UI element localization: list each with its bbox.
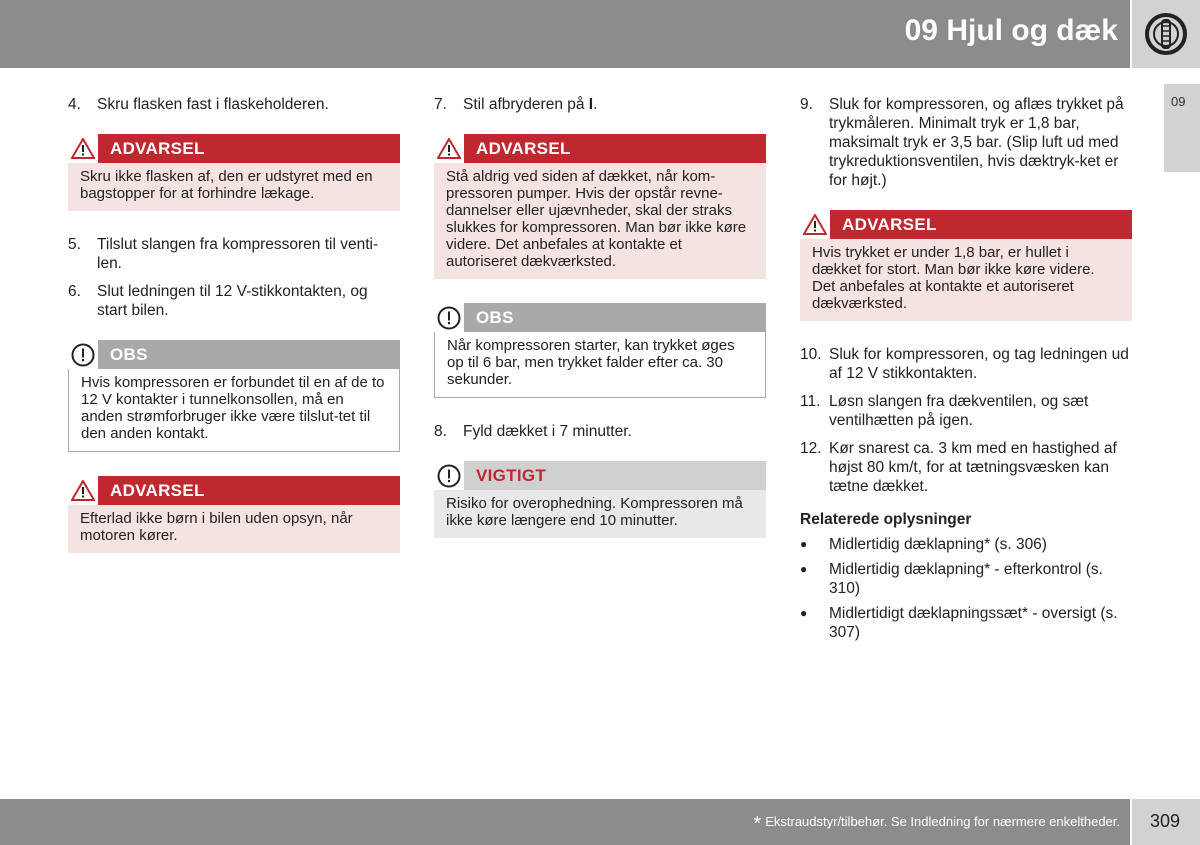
chapter-side-tab — [1164, 84, 1200, 172]
warning-box — [434, 134, 766, 279]
step-10 — [800, 345, 1132, 383]
warning-triangle-icon — [800, 210, 830, 239]
related-link[interactable] — [800, 535, 1132, 554]
important-label: VIGTIGT — [476, 466, 547, 485]
warning-text: Stå aldrig ved siden af dækket, når kom-pressoren pumper. Hvis der opstår revne-dannelser eller ujævnheder, skal der straks slukkes for kompressoren. Man bør ikke køre videre. Det anbefales at kontakte et autoriseret dækværksted. — [434, 163, 766, 279]
footer-note-text: Ekstraudstyr/tilbehør. Se Indledning for nærmere enkeltheder. — [765, 814, 1120, 829]
note-header — [68, 340, 400, 369]
warning-box — [68, 476, 400, 553]
step-text: Slut ledningen til 12 V-stikkontakten, og start bilen. — [97, 283, 368, 319]
switch-position: I — [588, 96, 594, 113]
step-number: 11. — [800, 393, 821, 410]
bullet-icon: ● — [800, 606, 808, 620]
step-9 — [800, 95, 1132, 190]
note-box — [68, 340, 400, 452]
step-8 — [434, 422, 766, 441]
info-icon — [68, 340, 98, 369]
related-link-text[interactable]: Midlertidigt dæklapningssæt* - oversigt (s. 307) — [829, 605, 1118, 641]
note-text: Når kompressoren starter, kan trykket øges op til 6 bar, men trykket falder efter ca. 30 sekunder. — [434, 332, 766, 398]
step-number: 7. — [434, 96, 447, 113]
step-text-end: . — [593, 96, 598, 113]
warning-text: Efterlad ikke børn i bilen uden opsyn, når motoren kører. — [68, 505, 400, 553]
page-number: 309 — [1150, 811, 1181, 831]
step-11 — [800, 392, 1132, 430]
related-link[interactable] — [800, 604, 1132, 642]
warning-header — [800, 210, 1132, 239]
info-icon — [434, 303, 464, 332]
footer-note — [753, 813, 1120, 836]
step-7 — [434, 95, 766, 114]
step-12 — [800, 439, 1132, 496]
warning-triangle-icon — [434, 134, 464, 163]
step-text: Fyld dækket i 7 minutter. — [463, 423, 632, 440]
step-6 — [68, 282, 400, 320]
step-text-main: Stil afbryderen på — [463, 96, 589, 113]
exclamation-icon — [434, 461, 464, 490]
step-number: 4. — [68, 96, 81, 113]
step-text: Kør snarest ca. 3 km med en hastighed af højst 80 km/t, for at tætningsvæsken kan tætne dækket. — [829, 440, 1117, 495]
chapter-title: 09 Hjul og dæk — [904, 14, 1118, 47]
tire-icon — [1144, 12, 1188, 56]
warning-text: Hvis trykket er under 1,8 bar, er hullet i dækket for stort. Man bør ikke køre videre. Det anbefales at kontakte et autoriseret dækværksted. — [800, 239, 1132, 321]
bullet-icon: ● — [800, 537, 808, 551]
note-box — [434, 303, 766, 398]
step-number: 5. — [68, 236, 81, 253]
asterisk-mark: * — [753, 813, 762, 835]
step-number: 6. — [68, 283, 81, 300]
related-link-text[interactable]: Midlertidig dæklapning* - efterkontrol (s. 310) — [829, 561, 1103, 597]
step-5 — [68, 235, 400, 273]
step-number: 10. — [800, 346, 822, 363]
warning-box — [800, 210, 1132, 321]
warning-header — [68, 476, 400, 505]
warning-box — [68, 134, 400, 211]
important-box — [434, 461, 766, 538]
step-text: Sluk for kompressoren, og aflæs trykket på trykmåleren. Minimalt tryk er 1,8 bar, maksimalt tryk er 3,5 bar. (Slip luft ud med trykreduktionsventilen, hvis dæktryk-ket er for højt.) — [829, 96, 1124, 189]
warning-label: ADVARSEL — [110, 481, 205, 500]
page-header — [0, 0, 1130, 68]
warning-label: ADVARSEL — [476, 139, 571, 158]
step-4 — [68, 95, 400, 114]
warning-text: Skru ikke flasken af, den er udstyret med en bagstopper for at forhindre lækage. — [68, 163, 400, 211]
step-number: 12. — [800, 440, 822, 457]
step-text — [463, 95, 766, 114]
chapter-icon-box — [1132, 0, 1200, 68]
page-number-box — [1132, 799, 1200, 845]
important-header — [434, 461, 766, 490]
bullet-icon: ● — [800, 562, 808, 576]
warning-header — [434, 134, 766, 163]
related-link-text[interactable]: Midlertidig dæklapning* (s. 306) — [829, 536, 1047, 553]
note-header — [434, 303, 766, 332]
warning-triangle-icon — [68, 476, 98, 505]
side-tab-label: 09 — [1171, 94, 1186, 109]
note-label: OBS — [476, 308, 514, 327]
step-text: Skru flasken fast i flaskeholderen. — [97, 96, 329, 113]
page-footer — [0, 799, 1130, 845]
warning-label: ADVARSEL — [842, 215, 937, 234]
step-text: Løsn slangen fra dækventilen, og sæt ventilhætten på igen. — [829, 393, 1089, 429]
related-link[interactable] — [800, 560, 1132, 598]
column-1 — [68, 95, 400, 577]
note-text: Hvis kompressoren er forbundet til en af de to 12 V kontakter i tunnelkonsollen, må en anden strømforbruger ikke være tilslut-tet til den anden kontakt. — [68, 369, 400, 452]
important-text: Risiko for overophedning. Kompressoren må ikke køre længere end 10 minutter. — [434, 490, 766, 538]
warning-header — [68, 134, 400, 163]
step-number: 8. — [434, 423, 447, 440]
step-text: Tilslut slangen fra kompressoren til venti-len. — [97, 236, 379, 272]
step-number: 9. — [800, 96, 813, 113]
column-2 — [434, 95, 766, 562]
note-label: OBS — [110, 345, 148, 364]
warning-label: ADVARSEL — [110, 139, 205, 158]
step-text: Sluk for kompressoren, og tag ledningen ud af 12 V stikkontakten. — [829, 346, 1129, 382]
related-info-title: Relaterede oplysninger — [800, 511, 972, 528]
column-3 — [800, 95, 1132, 642]
warning-triangle-icon — [68, 134, 98, 163]
